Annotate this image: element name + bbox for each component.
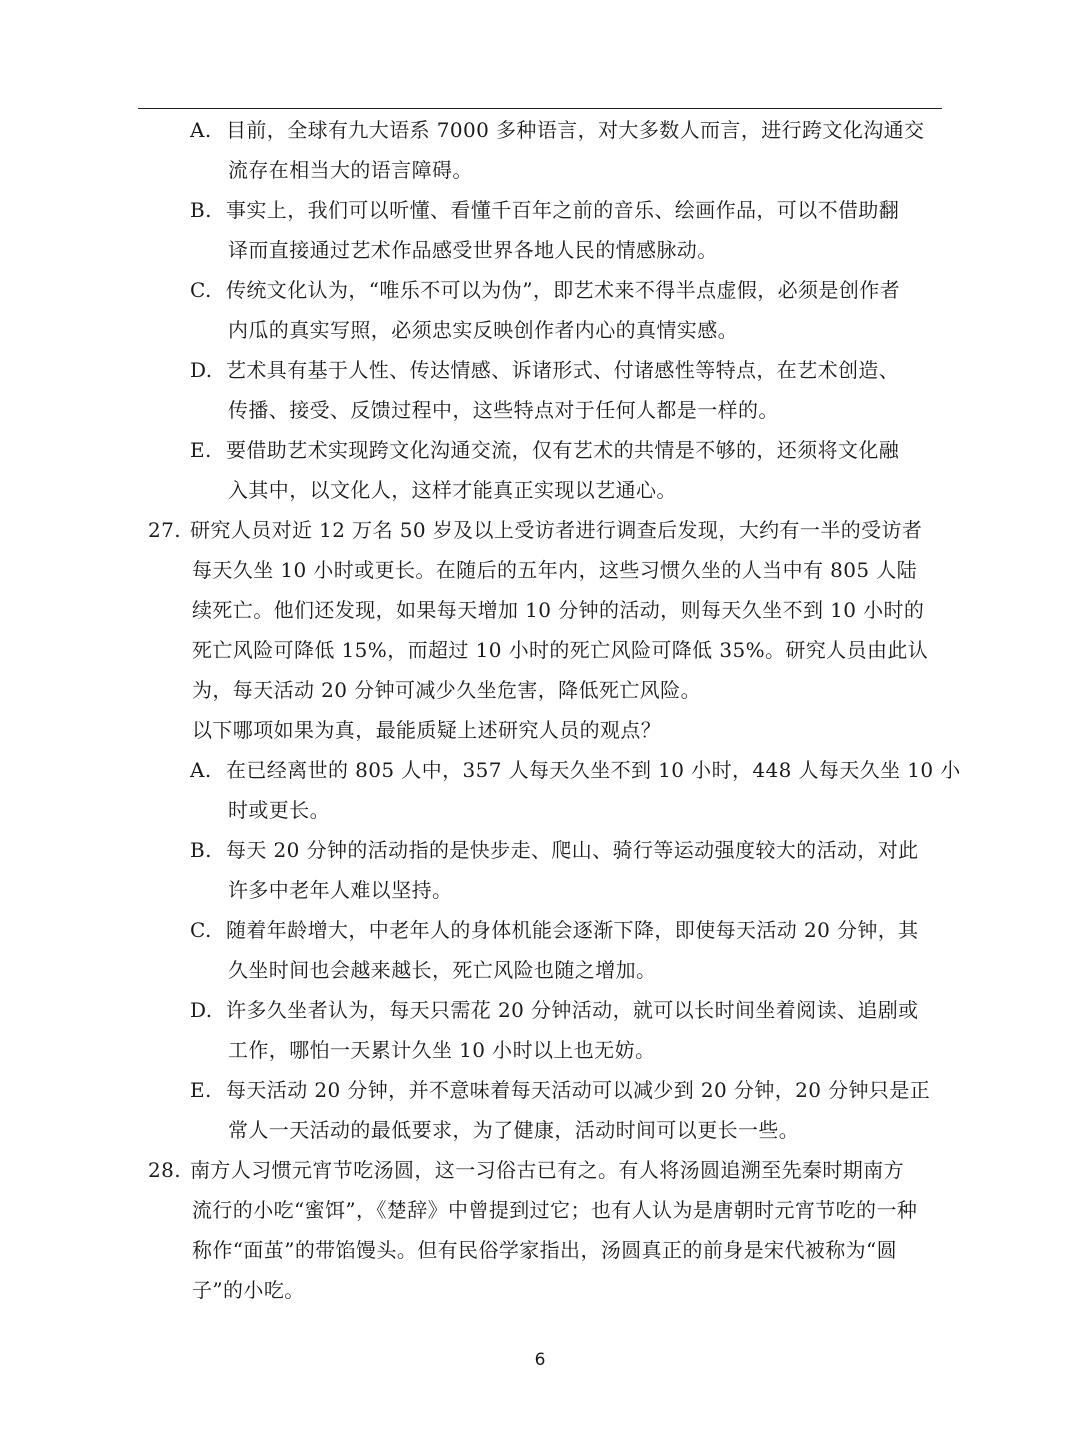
- q27-stem-line-2: 每天久坐 10 小时或更长。在随后的五年内，这些习惯久坐的人当中有 805 人陆: [192, 558, 918, 582]
- option-text: 艺术具有基于人性、传达情感、诉诸形式、付诸感性等特点，在艺术创造、: [226, 358, 900, 382]
- option-text: 每天 20 分钟的活动指的是快步走、爬山、骑行等运动强度较大的活动，对此: [226, 838, 919, 862]
- q26-option-c: [190, 270, 900, 310]
- q27-option-d-cont: 工作，哪怕一天累计久坐 10 小时以上也无妨。: [228, 1038, 656, 1062]
- option-label: B.: [190, 198, 212, 222]
- q27-option-d: [190, 990, 919, 1030]
- q26-option-e-cont: 入其中，以文化人，这样才能真正实现以艺通心。: [228, 478, 677, 502]
- q27-stem-line-3: 续死亡。他们还发现，如果每天增加 10 分钟的活动，则每天久坐不到 10 小时的: [192, 598, 925, 622]
- option-text: 每天活动 20 分钟，并不意味着每天活动可以减少到 20 分钟，20 分钟只是正: [226, 1078, 931, 1102]
- q28-stem-line-3: 称作“面茧”的带馅馒头。但有民俗学家指出，汤圆真正的前身是宋代被称为“圆: [192, 1238, 898, 1262]
- header-rule: [138, 108, 942, 109]
- option-text: 传统文化认为，“唯乐不可以为伪”，即艺术来不得半点虚假，必须是创作者: [226, 278, 901, 302]
- option-text: 在已经离世的 805 人中，357 人每天久坐不到 10 小时，448 人每天久坐 10 小: [226, 758, 961, 782]
- option-label: D.: [190, 998, 213, 1022]
- q26-option-e: [190, 430, 899, 470]
- q26-option-b-cont: 译而直接通过艺术作品感受世界各地人民的情感脉动。: [228, 238, 718, 262]
- q27-option-b: [190, 830, 919, 870]
- q27-prompt: 以下哪项如果为真，最能质疑上述研究人员的观点？: [192, 718, 662, 742]
- stem-text: 研究人员对近 12 万名 50 岁及以上受访者进行调查后发现，大约有一半的受访者: [190, 518, 923, 542]
- q28-stem-line-2: 流行的小吃“蜜饵”，《楚辞》中曾提到过它；也有人认为是唐朝时元宵节吃的一种: [192, 1198, 918, 1222]
- q27-stem-line-4: 死亡风险可降低 15%，而超过 10 小时的死亡风险可降低 35%。研究人员由此认: [192, 638, 929, 662]
- q27-option-b-cont: 许多中老年人难以坚持。: [228, 878, 453, 902]
- option-text: 许多久坐者认为，每天只需花 20 分钟活动，就可以长时间坐着阅读、追剧或: [226, 998, 919, 1022]
- q26-option-b: [190, 190, 899, 230]
- option-label: E.: [190, 1078, 212, 1102]
- option-label: C.: [190, 278, 212, 302]
- page-number: 6: [534, 1350, 546, 1370]
- q28-stem-line-1: [148, 1150, 904, 1190]
- q28-stem-line-4: 子”的小吃。: [192, 1278, 305, 1302]
- question-number: 27.: [148, 518, 182, 542]
- option-label: A.: [190, 758, 212, 782]
- option-text: 事实上，我们可以听懂、看懂千百年之前的音乐、绘画作品，可以不借助翻: [226, 198, 900, 222]
- q27-stem-line-1: [148, 510, 922, 550]
- question-number: 28.: [148, 1158, 182, 1182]
- q27-option-e: [190, 1070, 930, 1110]
- q27-option-a-cont: 时或更长。: [228, 798, 330, 822]
- q26-option-d-cont: 传播、接受、反馈过程中，这些特点对于任何人都是一样的。: [228, 398, 779, 422]
- option-label: C.: [190, 918, 212, 942]
- option-text: 目前，全球有九大语系 7000 多种语言，对大多数人而言，进行跨文化沟通交: [226, 118, 925, 142]
- q27-option-a: [190, 750, 961, 790]
- q27-option-c: [190, 910, 919, 950]
- option-label: D.: [190, 358, 213, 382]
- q27-option-e-cont: 常人一天活动的最低要求，为了健康，活动时间可以更长一些。: [228, 1118, 800, 1142]
- q26-option-a: [190, 110, 924, 150]
- option-text: 随着年龄增大，中老年人的身体机能会逐渐下降，即使每天活动 20 分钟，其: [226, 918, 919, 942]
- q26-option-d: [190, 350, 899, 390]
- q26-option-a-cont: 流存在相当大的语言障碍。: [228, 158, 473, 182]
- q27-stem-line-5: 为，每天活动 20 分钟可减少久坐危害，降低死亡风险。: [192, 678, 701, 702]
- q27-option-c-cont: 久坐时间也会越来越长，死亡风险也随之增加。: [228, 958, 657, 982]
- option-label: A.: [190, 118, 212, 142]
- q26-option-c-cont: 内瓜的真实写照，必须忠实反映创作者内心的真情实感。: [228, 318, 738, 342]
- option-label: B.: [190, 838, 212, 862]
- option-text: 要借助艺术实现跨文化沟通交流，仅有艺术的共情是不够的，还须将文化融: [226, 438, 900, 462]
- option-label: E.: [190, 438, 212, 462]
- stem-text: 南方人习惯元宵节吃汤圆，这一习俗古已有之。有人将汤圆追溯至先秦时期南方: [190, 1158, 904, 1182]
